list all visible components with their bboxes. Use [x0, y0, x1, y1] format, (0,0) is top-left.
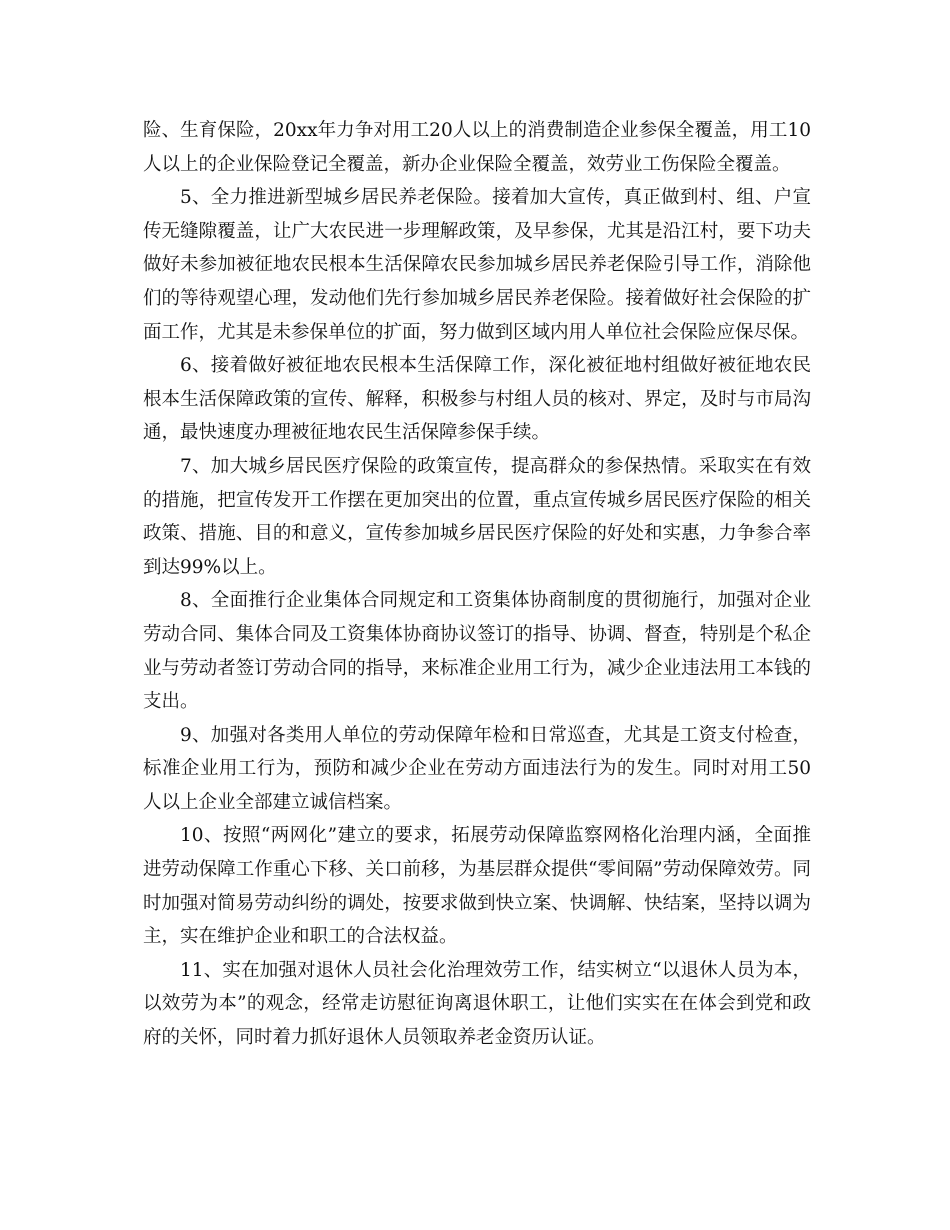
- paragraph-item-6: 6、接着做好被征地农民根本生活保障工作，深化被征地村组做好被征地农民根本生活保障政策的宣传、解释，积极参与村组人员的核对、界定，及时与市局沟通，最快速度办理被征地农民生活保障参保手续。: [143, 355, 811, 444]
- document-body: [143, 114, 811, 1055]
- paragraph-item-5: 5、全力推进新型城乡居民养老保险。接着加大宣传，真正做到村、组、户宣传无缝隙覆盖，让广大农民进一步理解政策，及早参保，尤其是沿江村，要下功夫做好未参加被征地农民根本生活保障农民参加城乡居民养老保险引导工作，消除他们的等待观望心理，发动他们先行参加城乡居民养老保险。接着做好社会保险的扩面工作，尤其是未参保单位的扩面，努力做到区域内用人单位社会保险应保尽保。: [143, 187, 811, 343]
- paragraph-item-10: 10、按照“两网化”建立的要求，拓展劳动保障监察网格化治理内涵，全面推进劳动保障工作重心下移、关口前移，为基层群众提供“零间隔”劳动保障效劳。同时加强对简易劳动纠纷的调处，按要求做到快立案、快调解、快结案，坚持以调为主，实在维护企业和职工的合法权益。: [143, 825, 811, 948]
- paragraph-item-8: 8、全面推行企业集体合同规定和工资集体协商制度的贯彻施行，加强对企业劳动合同、集体合同及工资集体协商协议签订的指导、协调、督查，特别是个私企业与劳动者签订劳动合同的指导，来标准企业用工行为，减少企业违法用工本钱的支出。: [143, 590, 811, 713]
- paragraph-item-9: 9、加强对各类用人单位的劳动保障年检和日常巡查，尤其是工资支付检查，标准企业用工行为，预防和减少企业在劳动方面违法行为的发生。同时对用工50人以上企业全部建立诚信档案。: [143, 724, 811, 813]
- paragraph-item-7: 7、加大城乡居民医疗保险的政策宣传，提高群众的参保热情。采取实在有效的措施，把宣传发开工作摆在更加突出的位置，重点宣传城乡居民医疗保险的相关政策、措施、目的和意义，宣传参加城乡居民医疗保险的好处和实惠，力争参合率到达99%以上。: [143, 455, 811, 578]
- paragraph-item-11: 11、实在加强对退休人员社会化治理效劳工作，结实树立“以退休人员为本，以效劳为本”的观念，经常走访慰征询离退休职工，让他们实实在在体会到党和政府的关怀，同时着力抓好退休人员领取养老金资历认证。: [143, 959, 811, 1049]
- paragraph-continuation: 险、生育保险，20xx年力争对用工20人以上的消费制造企业参保全覆盖，用工10人以上的企业保险登记全覆盖，新办企业保险全覆盖，效劳业工伤保险全覆盖。: [143, 120, 811, 175]
